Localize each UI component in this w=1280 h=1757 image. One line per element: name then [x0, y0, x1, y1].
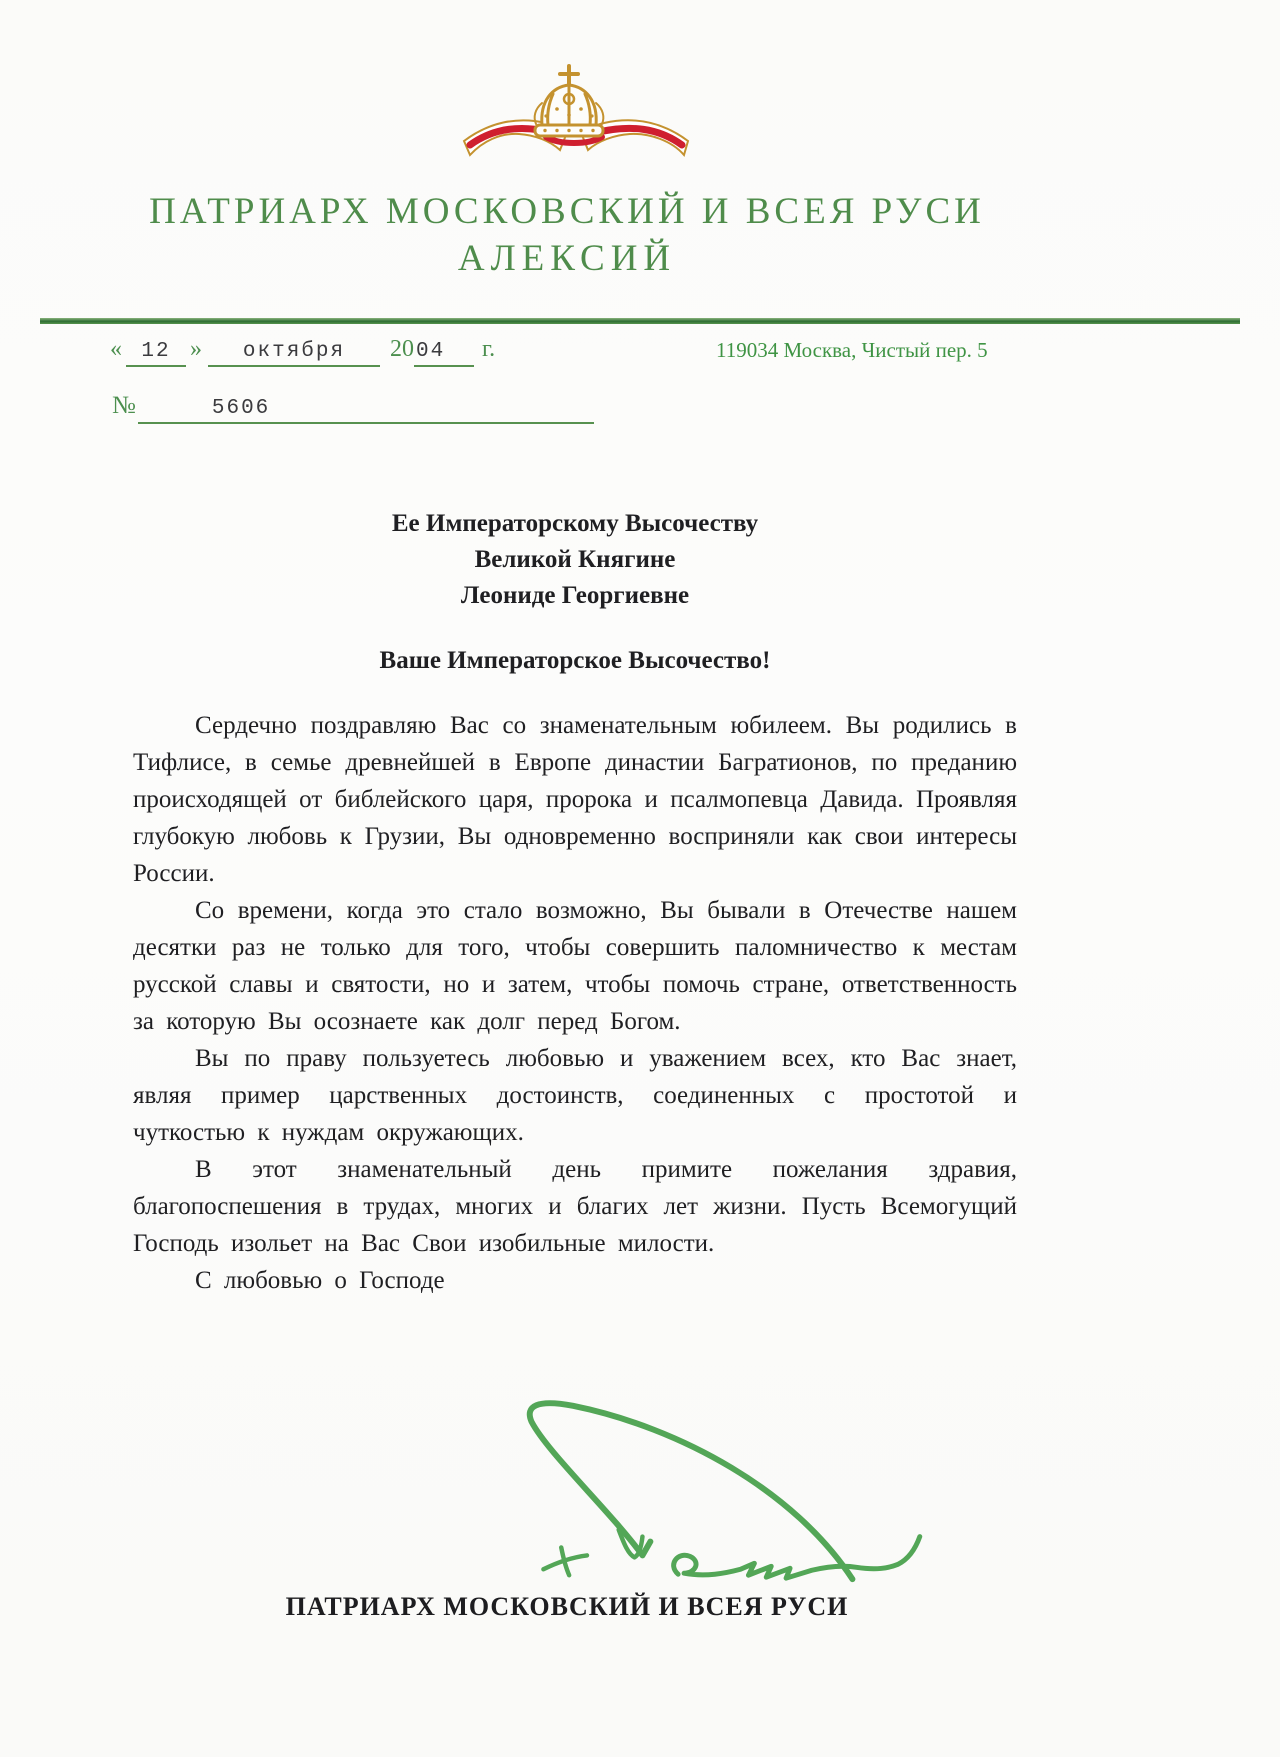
- divider-rule: [40, 318, 1240, 324]
- number-value: 5606: [211, 397, 271, 420]
- letterhead-title: ПАТРИАРХ МОСКОВСКИЙ И ВСЕЯ РУСИ: [149, 191, 985, 232]
- footer-title: ПАТРИАРХ МОСКОВСКИЙ И ВСЕЯ РУСИ: [285, 1592, 849, 1621]
- recipient-line: Ее Императорскому Высочеству: [391, 510, 759, 537]
- closing-line: С любовью о Господе: [195, 1267, 445, 1294]
- date-close-quote: »: [190, 336, 202, 362]
- salutation: Ваше Императорское Высочество!: [379, 647, 771, 674]
- letterhead-name: АЛЕКСИЙ: [457, 238, 677, 279]
- recipient-line: Леониде Георгиевне: [460, 582, 690, 609]
- paragraph: Со времени, когда это стало возможно, Вы бывали в Отечестве нашем десятки раз не только для того, чтобы совершить паломничество к местам русской славы и святости, но и затем, чтобы помочь стране, ответственность за которую Вы осознаете как долг перед Богом.: [133, 897, 1017, 1035]
- paragraph: Вы по праву пользуетесь любовью и уважением всех, кто Вас знает, являя пример царственных достоинств, соединенных с простотой и чуткостью к нуждам окружающих.: [133, 1045, 1017, 1146]
- recipient-line: Великой Княгине: [474, 546, 676, 573]
- crown-emblem: [456, 60, 696, 162]
- date-year-label: г.: [482, 336, 496, 362]
- date-year-prefix: 20: [390, 336, 414, 362]
- number-line: [112, 392, 594, 424]
- number-sign: №: [112, 392, 136, 419]
- letter-content: [133, 506, 1017, 1299]
- number-underline: [138, 392, 594, 424]
- date-open-quote: «: [110, 336, 122, 362]
- body-text: [133, 707, 1017, 1299]
- date-day: 12: [126, 338, 186, 367]
- letterhead: [0, 190, 1134, 280]
- paragraph: Сердечно поздравляю Вас со знаменательным юбилеем. Вы родились в Тифлисе, в семье древнейшей в Европе династии Багратионов, по преданию происходящей от библейского царя, пророка и псалмопевца Давида. Проявляя глубокую любовь к Грузии, Вы одновременно восприняли как свои интересы России.: [133, 712, 1017, 887]
- signature-block: [438, 1390, 943, 1598]
- date-line: [110, 336, 495, 367]
- date-month: октября: [208, 338, 380, 367]
- date-year-suffix: 04: [414, 338, 474, 367]
- paragraph: В этот знаменательный день примите пожелания здравия, благопоспешения в трудах, многих и благих лет жизни. Пусть Всемогущий Господь изольет на Вас Свои изобильные милости.: [133, 1156, 1017, 1257]
- handwritten-signature-icon: [438, 1390, 943, 1598]
- recipient-block: [133, 506, 1017, 614]
- crown-cross-ribbons-icon: [456, 60, 696, 162]
- address: 119034 Москва, Чистый пер. 5: [716, 338, 988, 362]
- crown: [535, 66, 604, 136]
